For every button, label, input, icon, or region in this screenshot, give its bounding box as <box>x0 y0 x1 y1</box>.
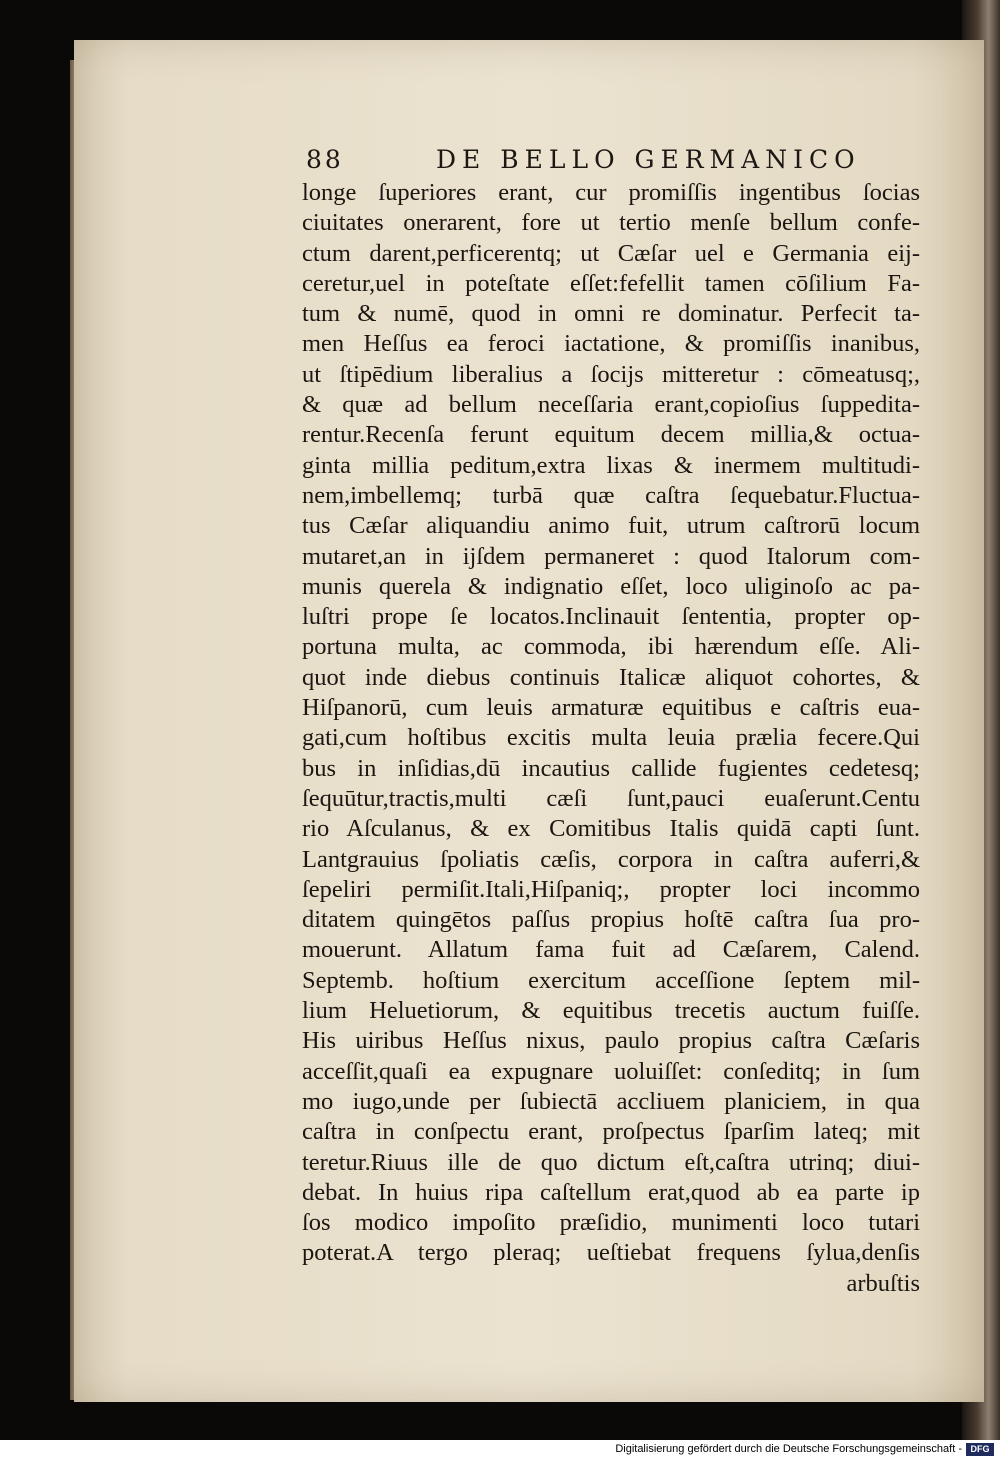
text-line: rio Aſculanus, & ex Comitibus Italis quidā capti ſunt. <box>302 815 920 843</box>
text-line: caſtra in conſpectu erant, proſpectus ſparſim lateq; mit <box>302 1118 920 1146</box>
text-line: luſtri prope ſe locatos.Inclinauit ſententia, propter op- <box>302 603 920 631</box>
text-line: debat. In huius ripa caſtellum erat,quod ab ea parte ip <box>302 1178 920 1206</box>
text-line: & quæ ad bellum neceſſaria erant,copioſius ſuppedita- <box>302 391 920 419</box>
text-line: ſequūtur,tractis,multi cæſi ſunt,pauci euaſerunt.Centu <box>302 784 920 812</box>
text-line: ctum darent,perficerentq; ut Cæſar uel e Germania eij- <box>302 239 920 267</box>
text-line: gati,cum hoſtibus excitis multa leuia prælia fecere.Qui <box>302 724 920 752</box>
funding-credit: Digitalisierung gefördert durch die Deutsche Forschungsgemeinschaft - <box>615 1443 962 1455</box>
text-line: longe ſuperiores erant, cur promiſſis ingentibus ſocias <box>302 179 920 206</box>
text-line: His uiribus Heſſus nixus, paulo propius caſtra Cæſaris <box>302 1027 920 1055</box>
text-line: rentur.Recenſa ferunt equitum decem millia,& octua- <box>302 421 920 449</box>
text-line: men Heſſus ea feroci iactatione, & promiſſis inanibus, <box>302 330 920 358</box>
text-line: poterat.A tergo pleraq; ueſtiebat frequens ſylua,denſis <box>302 1239 920 1267</box>
text-line: mouerunt. Allatum fama fuit ad Cæſarem, Calend. <box>302 936 920 964</box>
page-number: 88 <box>306 145 344 174</box>
text-line: bus in inſidias,dū incautius callide fugientes cedetesq; <box>302 754 920 782</box>
text-line: ſos modico impoſito præſidio, munimenti loco tutari <box>302 1209 920 1237</box>
running-title: DE BELLO GERMANICO <box>436 145 861 174</box>
text-line: ſepeliri permiſit.Itali,Hiſpaniq;, propter loci incommo <box>302 875 920 903</box>
text-line: munis querela & indignatio eſſet, loco uliginoſo ac pa- <box>302 572 920 600</box>
dfg-logo: DFG <box>966 1443 994 1456</box>
text-line: portuna multa, ac commoda, ibi hærendum eſſe. Ali- <box>302 633 920 661</box>
text-line: ut ſtipēdium liberalius a ſocijs mitteretur : cōmeatusq;, <box>302 360 920 388</box>
text-line: Septemb. hoſtium exercitum acceſſione ſeptem mil- <box>302 966 920 994</box>
footer-bar <box>0 1440 1000 1460</box>
text-line: ceretur,uel in poteſtate eſſet:fefellit tamen cōſilium Fa- <box>302 269 920 297</box>
catchword: arbuſtis <box>846 1269 920 1297</box>
running-header <box>306 145 866 175</box>
text-line: nem,imbellemq; turbā quæ caſtra ſequebatur.Fluctua- <box>302 481 920 509</box>
text-line: lium Heluetiorum, & equitibus trecetis auctum fuiſſe. <box>302 997 920 1025</box>
text-line: ciuitates onerarent, fore ut tertio menſe bellum confe- <box>302 209 920 237</box>
text-line: acceſſit,quaſi ea expugnare uoluiſſet: conſeditq; in ſum <box>302 1057 920 1085</box>
text-line: Lantgrauius ſpoliatis cæſis, corpora in caſtra auferri,& <box>302 845 920 873</box>
text-line: teretur.Riuus ille de quo dictum eſt,caſtra utrinq; diui- <box>302 1148 920 1176</box>
text-line: ginta millia peditum,extra lixas & inermem multitudi- <box>302 451 920 479</box>
text-line: mo iugo,unde per ſubiectā accliuem planiciem, in qua <box>302 1087 920 1115</box>
text-line: Hiſpanorū, cum leuis armaturæ equitibus e caſtris eua- <box>302 694 920 722</box>
text-line: quot inde diebus continuis Italicæ aliquot cohortes, & <box>302 663 920 691</box>
body-text <box>302 178 920 1299</box>
text-line: ditatem quingētos paſſus propius hoſtē caſtra ſua pro- <box>302 906 920 934</box>
text-line: tum & numē, quod in omni re dominatur. Perfecit ta- <box>302 300 920 328</box>
text-line: tus Cæſar aliquandiu animo fuit, utrum caſtrorū locum <box>302 512 920 540</box>
text-line: mutaret,an in ijſdem permaneret : quod Italorum com- <box>302 542 920 570</box>
